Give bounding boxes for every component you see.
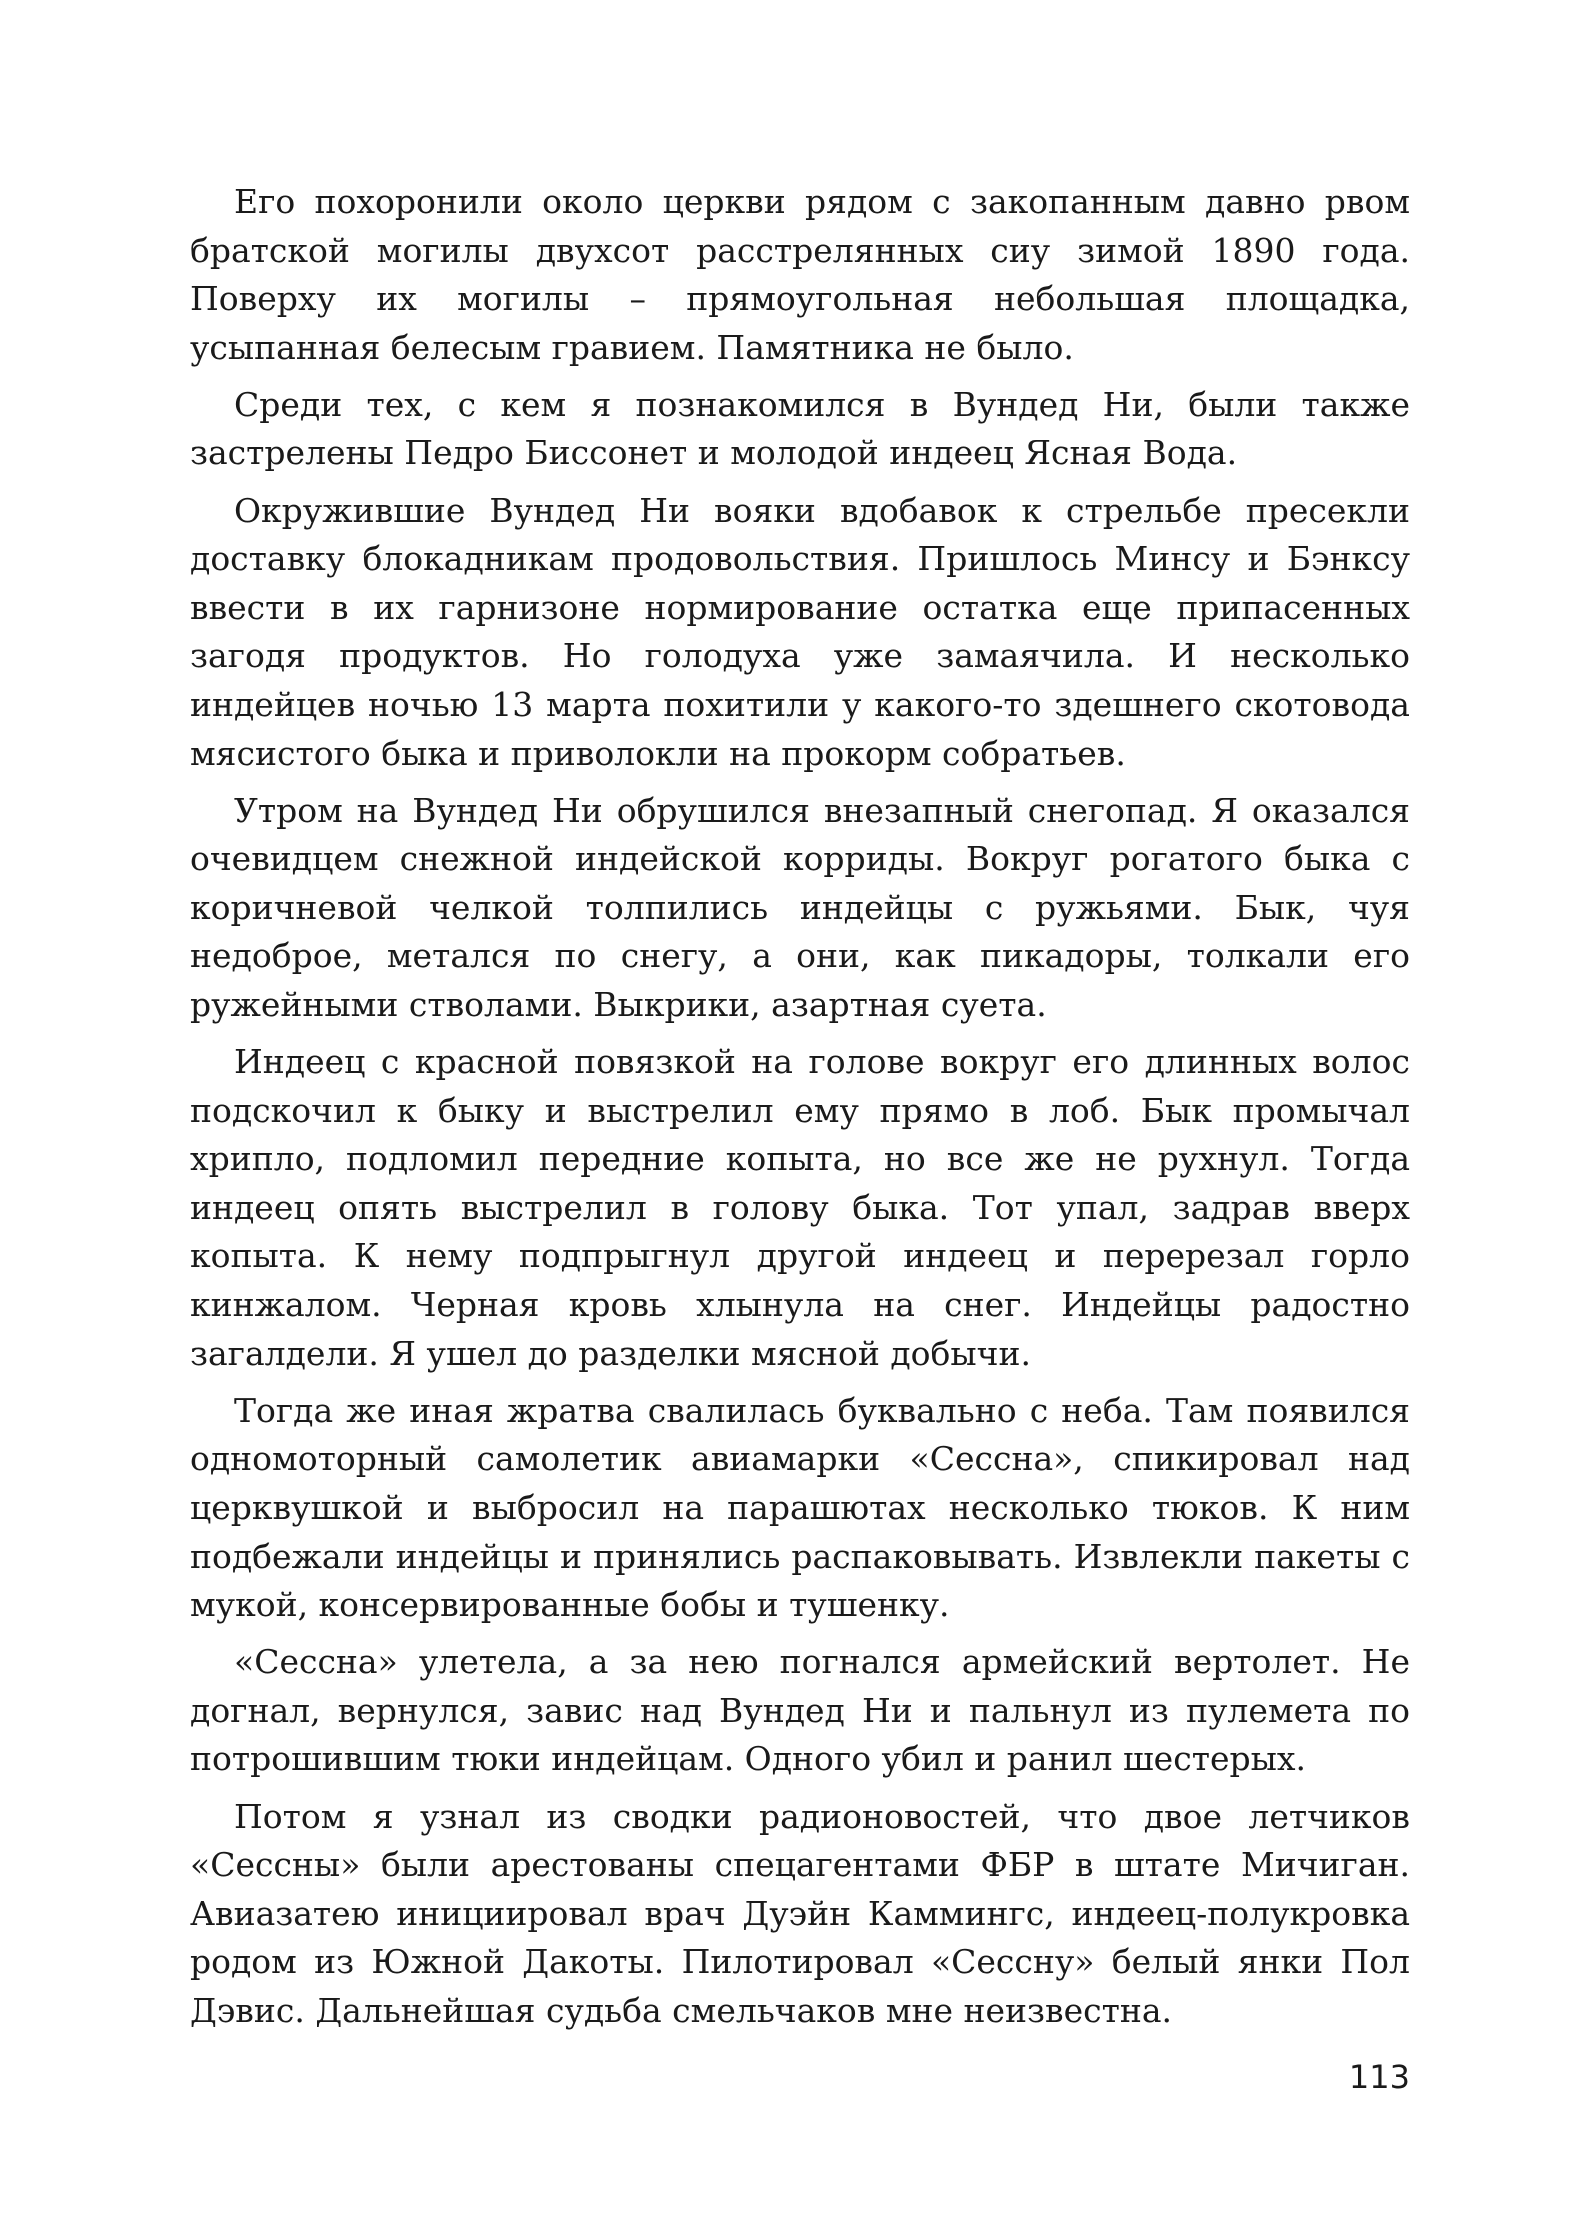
paragraph: Тогда же иная жратва свалилась буквально с неба. Там появился одномоторный самолетик авиамарки «Сессна», спикировал над церквушкой и выбросил на парашютах несколько тюков. К ним подбежали индейцы и принялись распаковывать. Извлекли пакеты с мукой, консервированные бобы и тушенку. <box>190 1390 1410 1625</box>
paragraph: Потом я узнал из сводки радионовостей, что двое летчиков «Сессны» были арестованы спецагентами ФБР в штате Мичиган. Авиазатею инициировал врач Дуэйн Каммингс, индеец-полукровка родом из Южной Дакоты. Пилотировал «Сессну» белый янки Пол Дэвис. Дальнейшая судьба смельчаков мне неизвестна. <box>190 1796 1410 2030</box>
paragraph: «Сессна» улетела, а за нею погнался армейский вертолет. Не догнал, вернулся, завис над Вундед Ни и пальнул из пулемета по потрошившим тюки индейцам. Одного убил и ранил шестерых. <box>190 1642 1410 1779</box>
paragraph: Окружившие Вундед Ни вояки вдобавок к стрельбе пресекли доставку блокадникам продовольствия. Пришлось Минсу и Бэнксу ввести в их гарнизоне нормирование остатка еще припасенных загодя продуктов. Но голодуха уже замаячила. И несколько индейцев ночью 13 марта похитили у какого-то здешнего скотовода мясистого быка и приволокли на прокорм собратьев. <box>190 490 1410 773</box>
paragraph: Его похоронили около церкви рядом с закопанным давно рвом братской могилы двухсот расстрелянных сиу зимой 1890 года. Поверху их могилы – прямоугольная небольшая площадка, усыпанная белесым гравием. Памятника не было. <box>190 182 1410 367</box>
paragraph: Среди тех, с кем я познакомился в Вундед Ни, были также застрелены Педро Биссонет и молодой индеец Ясная Вода. <box>190 384 1410 473</box>
page-number: 113 <box>1348 2058 1410 2096</box>
body-text <box>190 178 1410 2044</box>
paragraph: Индеец с красной повязкой на голове вокруг его длинных волос подскочил к быку и выстрелил ему прямо в лоб. Бык промычал хрипло, подломил передние копыта, но все же не рухнул. Тогда индеец опять выстрелил в голову быка. Тот упал, задрав вверх копыта. К нему подпрыгнул другой индеец и перерезал горло кинжалом. Черная кровь хлынула на снег. Индейцы радостно загалдели. Я ушел до разделки мясной добычи. <box>190 1042 1410 1373</box>
paragraph: Утром на Вундед Ни обрушился внезапный снегопад. Я оказался очевидцем снежной индейской корриды. Вокруг рогатого быка с коричневой челкой толпились индейцы с ружьями. Бык, чуя недоброе, метался по снегу, а они, как пикадоры, толкали его ружейными стволами. Выкрики, азартная суета. <box>190 790 1410 1024</box>
